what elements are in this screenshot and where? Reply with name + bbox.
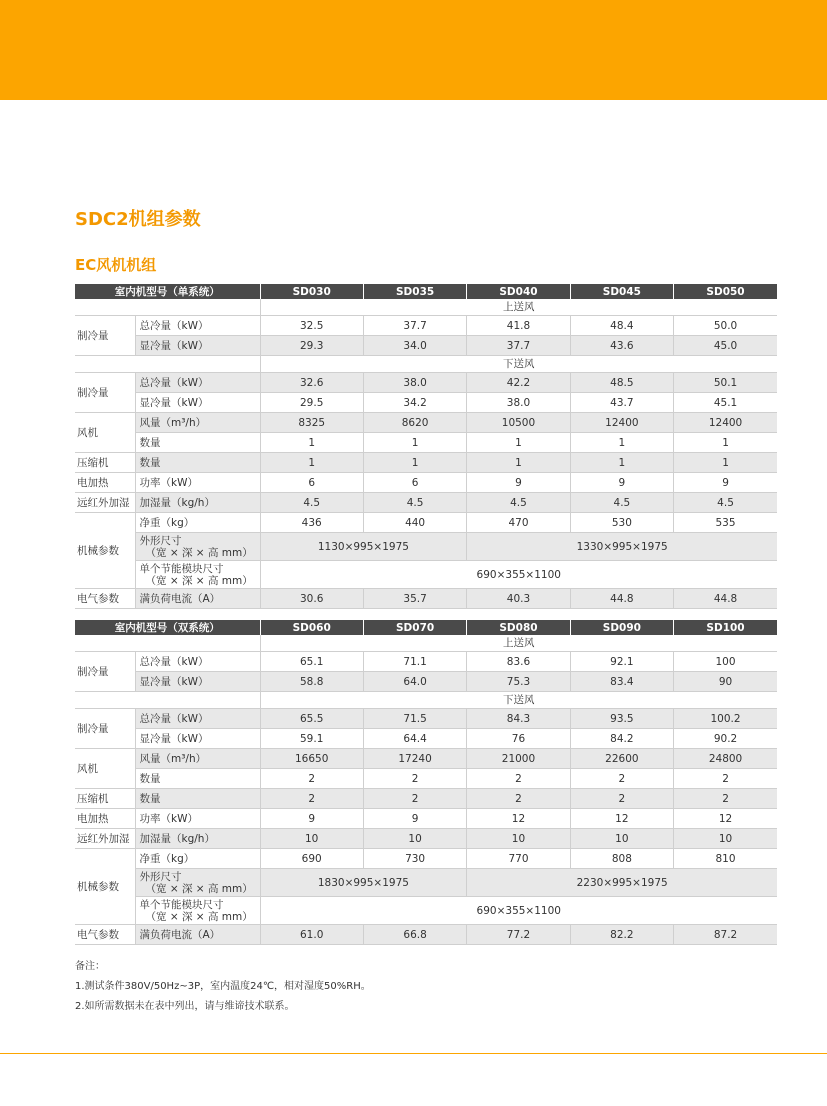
param-label: 净重（kg） xyxy=(135,849,260,869)
param-label: 数量 xyxy=(135,433,260,453)
table-cell: 8620 xyxy=(363,413,466,433)
table-cell: 76 xyxy=(467,729,570,749)
param-label-dimensions xyxy=(135,869,260,897)
model-header: SD080 xyxy=(467,620,570,635)
table-cell: 12400 xyxy=(674,413,777,433)
table-cell: 22600 xyxy=(570,749,673,769)
table-cell: 71.1 xyxy=(363,652,466,672)
table-cell: 41.8 xyxy=(467,316,570,336)
table-cell: 1 xyxy=(674,453,777,473)
table-cell: 1330×995×1975 xyxy=(467,533,777,561)
table-cell: 2 xyxy=(260,769,363,789)
param-label: 风量（m³/h） xyxy=(135,749,260,769)
param-label: 数量 xyxy=(135,769,260,789)
table-cell: 93.5 xyxy=(570,709,673,729)
param-label: 显冷量（kW） xyxy=(135,672,260,692)
section-row-up-supply: 上送风 xyxy=(260,299,777,316)
table-cell: 8325 xyxy=(260,413,363,433)
table-header-row xyxy=(75,620,777,635)
table-cell: 75.3 xyxy=(467,672,570,692)
table-cell: 1130×995×1975 xyxy=(260,533,467,561)
table-cell: 1830×995×1975 xyxy=(260,869,467,897)
table-cell: 38.0 xyxy=(363,373,466,393)
table-cell: 2 xyxy=(570,789,673,809)
table-cell: 730 xyxy=(363,849,466,869)
section-row-up-supply: 上送风 xyxy=(260,635,777,652)
group-label: 压缩机 xyxy=(75,453,135,473)
group-label: 机械参数 xyxy=(75,513,135,589)
param-label: 净重（kg） xyxy=(135,513,260,533)
table-cell: 16650 xyxy=(260,749,363,769)
table-cell: 10 xyxy=(260,829,363,849)
param-label: 加湿量（kg/h） xyxy=(135,829,260,849)
header-label: 室内机型号（单系统） xyxy=(75,284,260,299)
table-cell: 4.5 xyxy=(467,493,570,513)
table-cell: 45.1 xyxy=(674,393,777,413)
table-cell: 12 xyxy=(674,809,777,829)
section-row-down-supply: 下送风 xyxy=(260,356,777,373)
group-label: 机械参数 xyxy=(75,849,135,925)
param-label: 加湿量（kg/h） xyxy=(135,493,260,513)
table-cell: 530 xyxy=(570,513,673,533)
table-cell: 24800 xyxy=(674,749,777,769)
table-cell: 45.0 xyxy=(674,336,777,356)
table-cell: 84.2 xyxy=(570,729,673,749)
table-cell: 2 xyxy=(363,789,466,809)
table-cell: 690×355×1100 xyxy=(260,561,777,589)
section-row-down-supply: 下送风 xyxy=(260,692,777,709)
section-subtitle: EC风机机组 xyxy=(75,256,157,274)
table-cell: 9 xyxy=(467,473,570,493)
spec-table-dual xyxy=(75,620,777,945)
table-cell: 9 xyxy=(260,809,363,829)
footer-divider xyxy=(0,1053,827,1054)
param-label: 满负荷电流（A） xyxy=(135,925,260,945)
table-cell: 1 xyxy=(260,433,363,453)
table-cell: 810 xyxy=(674,849,777,869)
param-label-line: 单个节能模块尺寸 xyxy=(139,562,224,575)
header-label: 室内机型号（双系统） xyxy=(75,620,260,635)
table-cell: 34.2 xyxy=(363,393,466,413)
model-header: SD100 xyxy=(674,620,777,635)
table-cell: 1 xyxy=(260,453,363,473)
table-cell: 44.8 xyxy=(570,589,673,609)
table-cell: 10500 xyxy=(467,413,570,433)
table-cell: 1 xyxy=(467,433,570,453)
spec-table-single xyxy=(75,284,777,609)
table-cell: 440 xyxy=(363,513,466,533)
table-cell: 90.2 xyxy=(674,729,777,749)
table-cell: 2 xyxy=(363,769,466,789)
table-cell: 50.1 xyxy=(674,373,777,393)
table-cell: 100 xyxy=(674,652,777,672)
group-label: 风机 xyxy=(75,413,135,453)
param-label: 总冷量（kW） xyxy=(135,373,260,393)
table-cell: 2 xyxy=(674,789,777,809)
table-cell: 535 xyxy=(674,513,777,533)
table-cell: 470 xyxy=(467,513,570,533)
table-cell: 690 xyxy=(260,849,363,869)
param-label: 功率（kW） xyxy=(135,809,260,829)
param-label: 满负荷电流（A） xyxy=(135,589,260,609)
top-banner xyxy=(0,0,827,100)
table-cell: 2 xyxy=(260,789,363,809)
table-cell: 66.8 xyxy=(363,925,466,945)
param-label-module xyxy=(135,561,260,589)
table-cell: 21000 xyxy=(467,749,570,769)
group-label: 电气参数 xyxy=(75,925,135,945)
param-label: 风量（m³/h） xyxy=(135,413,260,433)
table-cell: 59.1 xyxy=(260,729,363,749)
note-line: 2.如所需数据未在表中列出，请与维谛技术联系。 xyxy=(75,1001,295,1012)
table-cell: 32.5 xyxy=(260,316,363,336)
table-cell: 4.5 xyxy=(260,493,363,513)
table-cell: 48.5 xyxy=(570,373,673,393)
table-cell: 64.0 xyxy=(363,672,466,692)
param-label: 显冷量（kW） xyxy=(135,336,260,356)
param-label-line: （宽 × 深 × 高 mm） xyxy=(145,574,253,587)
param-label-line: 外形尺寸 xyxy=(139,534,182,547)
param-label: 数量 xyxy=(135,453,260,473)
param-label-dimensions xyxy=(135,533,260,561)
table-cell: 83.4 xyxy=(570,672,673,692)
table-cell: 43.7 xyxy=(570,393,673,413)
model-header: SD045 xyxy=(570,284,673,299)
model-header: SD050 xyxy=(674,284,777,299)
table-cell: 40.3 xyxy=(467,589,570,609)
group-label: 电加热 xyxy=(75,809,135,829)
table-cell: 90 xyxy=(674,672,777,692)
table-cell: 58.8 xyxy=(260,672,363,692)
table-cell: 10 xyxy=(570,829,673,849)
note-line: 1.测试条件380V/50Hz~3P，室内温度24℃，相对湿度50%RH。 xyxy=(75,981,371,992)
notes xyxy=(75,957,371,1017)
section-title: SDC2机组参数 xyxy=(75,209,201,230)
table-cell: 77.2 xyxy=(467,925,570,945)
table-cell: 83.6 xyxy=(467,652,570,672)
param-label: 显冷量（kW） xyxy=(135,393,260,413)
table-cell: 43.6 xyxy=(570,336,673,356)
param-label: 总冷量（kW） xyxy=(135,652,260,672)
param-label: 数量 xyxy=(135,789,260,809)
table-cell: 82.2 xyxy=(570,925,673,945)
param-label: 总冷量（kW） xyxy=(135,709,260,729)
table-cell: 4.5 xyxy=(570,493,673,513)
table-cell: 64.4 xyxy=(363,729,466,749)
table-cell: 29.3 xyxy=(260,336,363,356)
param-label: 总冷量（kW） xyxy=(135,316,260,336)
table-cell: 9 xyxy=(570,473,673,493)
table-cell: 32.6 xyxy=(260,373,363,393)
table-cell: 436 xyxy=(260,513,363,533)
table-cell: 37.7 xyxy=(467,336,570,356)
table-cell: 65.5 xyxy=(260,709,363,729)
table-cell: 2 xyxy=(674,769,777,789)
table-cell: 1 xyxy=(363,453,466,473)
table-cell: 71.5 xyxy=(363,709,466,729)
table-cell: 50.0 xyxy=(674,316,777,336)
table-cell: 12400 xyxy=(570,413,673,433)
table-header-row xyxy=(75,284,777,299)
table-cell: 10 xyxy=(467,829,570,849)
group-label: 电加热 xyxy=(75,473,135,493)
table-cell: 4.5 xyxy=(363,493,466,513)
table-cell: 690×355×1100 xyxy=(260,897,777,925)
table-cell: 29.5 xyxy=(260,393,363,413)
model-header: SD035 xyxy=(363,284,466,299)
table-cell: 1 xyxy=(467,453,570,473)
table-cell: 1 xyxy=(363,433,466,453)
group-label: 电气参数 xyxy=(75,589,135,609)
table-cell: 6 xyxy=(260,473,363,493)
table-cell: 4.5 xyxy=(674,493,777,513)
param-label-line: （宽 × 深 × 高 mm） xyxy=(145,546,253,559)
param-label-module xyxy=(135,897,260,925)
table-cell: 770 xyxy=(467,849,570,869)
model-header: SD060 xyxy=(260,620,363,635)
table-cell: 2230×995×1975 xyxy=(467,869,777,897)
table-cell: 2 xyxy=(467,769,570,789)
table-cell: 38.0 xyxy=(467,393,570,413)
group-label: 制冷量 xyxy=(75,709,135,749)
param-label: 显冷量（kW） xyxy=(135,729,260,749)
group-label: 远红外加湿 xyxy=(75,493,135,513)
model-header: SD040 xyxy=(467,284,570,299)
group-label: 制冷量 xyxy=(75,316,135,356)
param-label-line: 外形尺寸 xyxy=(139,870,182,883)
group-label: 压缩机 xyxy=(75,789,135,809)
table-cell: 42.2 xyxy=(467,373,570,393)
table-cell: 84.3 xyxy=(467,709,570,729)
group-label: 制冷量 xyxy=(75,373,135,413)
table-cell: 6 xyxy=(363,473,466,493)
table-cell: 1 xyxy=(674,433,777,453)
table-cell: 35.7 xyxy=(363,589,466,609)
table-cell: 12 xyxy=(467,809,570,829)
table-cell: 34.0 xyxy=(363,336,466,356)
table-cell: 808 xyxy=(570,849,673,869)
param-label-line: （宽 × 深 × 高 mm） xyxy=(145,882,253,895)
model-header: SD090 xyxy=(570,620,673,635)
table-cell: 61.0 xyxy=(260,925,363,945)
table-cell: 17240 xyxy=(363,749,466,769)
param-label-line: 单个节能模块尺寸 xyxy=(139,898,224,911)
table-cell: 37.7 xyxy=(363,316,466,336)
table-cell: 44.8 xyxy=(674,589,777,609)
group-label: 制冷量 xyxy=(75,652,135,692)
table-cell: 1 xyxy=(570,453,673,473)
table-cell: 92.1 xyxy=(570,652,673,672)
notes-title: 备注： xyxy=(75,961,105,972)
table-cell: 100.2 xyxy=(674,709,777,729)
table-cell: 1 xyxy=(570,433,673,453)
table-cell: 48.4 xyxy=(570,316,673,336)
table-cell: 2 xyxy=(570,769,673,789)
table-cell: 65.1 xyxy=(260,652,363,672)
table-cell: 10 xyxy=(363,829,466,849)
table-cell: 9 xyxy=(363,809,466,829)
table-cell: 87.2 xyxy=(674,925,777,945)
table-cell: 2 xyxy=(467,789,570,809)
table-cell: 9 xyxy=(674,473,777,493)
table-cell: 30.6 xyxy=(260,589,363,609)
group-label: 远红外加湿 xyxy=(75,829,135,849)
param-label-line: （宽 × 深 × 高 mm） xyxy=(145,910,253,923)
model-header: SD030 xyxy=(260,284,363,299)
group-label: 风机 xyxy=(75,749,135,789)
param-label: 功率（kW） xyxy=(135,473,260,493)
model-header: SD070 xyxy=(363,620,466,635)
table-cell: 10 xyxy=(674,829,777,849)
table-cell: 12 xyxy=(570,809,673,829)
